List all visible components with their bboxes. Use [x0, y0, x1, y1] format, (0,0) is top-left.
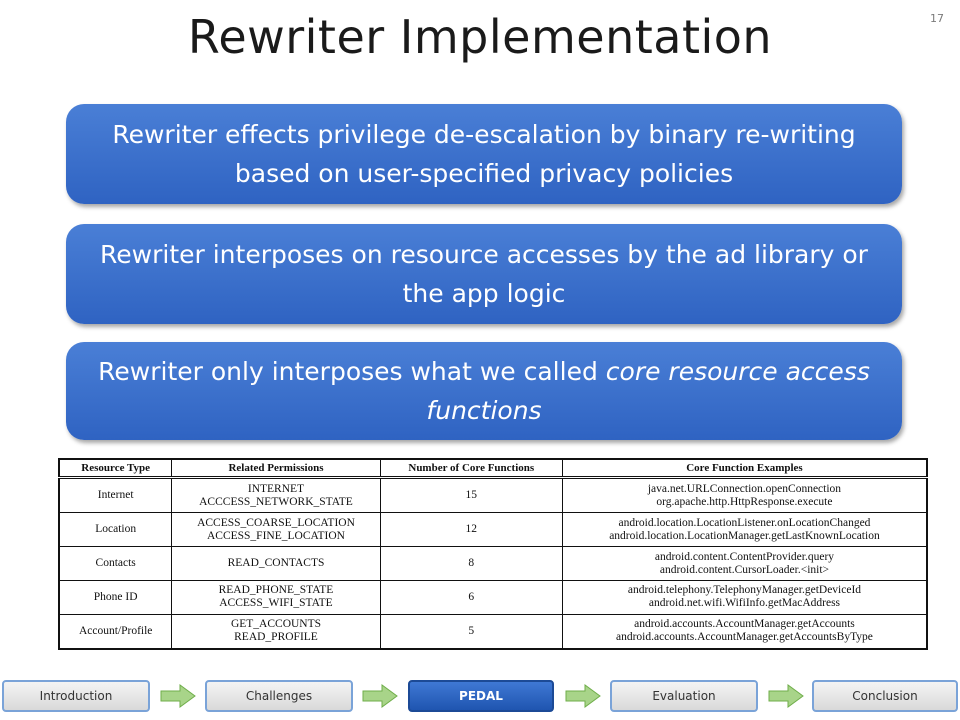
header-related-permissions: Related Permissions	[172, 459, 380, 478]
section-navigation	[0, 680, 960, 714]
tab-evaluation[interactable]: Evaluation	[610, 680, 758, 712]
header-number-core-functions: Number of Core Functions	[380, 459, 562, 478]
cell-examples	[562, 478, 927, 513]
example: android.accounts.AccountManager.getAccountsByType	[615, 631, 873, 644]
example: android.net.wifi.WifiInfo.getMacAddress	[648, 597, 841, 610]
cell-count: 12	[380, 513, 562, 547]
cell-resource-type: Location	[59, 513, 172, 547]
permission: READ_PROFILE	[234, 631, 318, 644]
cell-permissions	[172, 547, 380, 581]
table-row	[59, 478, 927, 513]
cell-permissions	[172, 580, 380, 614]
example: java.net.URLConnection.openConnection	[647, 482, 842, 495]
example: android.content.ContentProvider.query	[654, 550, 835, 563]
cell-count: 15	[380, 478, 562, 513]
permission: INTERNET	[247, 482, 305, 495]
example: android.accounts.AccountManager.getAccounts	[634, 618, 855, 631]
callout-interposes	[66, 224, 902, 324]
callout-binary-rewriting	[66, 104, 902, 204]
callout-text-plain: Rewriter only interposes what we called	[98, 357, 606, 386]
callout-text-italic: core resource access functions	[426, 357, 870, 425]
tab-pedal[interactable]: PEDAL	[408, 680, 554, 712]
table-header-row	[59, 459, 927, 478]
cell-count: 5	[380, 614, 562, 649]
example: android.telephony.TelephonyManager.getDeviceId	[627, 584, 862, 597]
header-resource-type: Resource Type	[59, 459, 172, 478]
cell-permissions	[172, 478, 380, 513]
callout-text	[84, 352, 884, 430]
cell-examples	[562, 614, 927, 649]
arrow-right-icon	[362, 684, 398, 708]
cell-permissions	[172, 513, 380, 547]
permission: READ_PHONE_STATE	[218, 584, 334, 597]
table-row	[59, 513, 927, 547]
cell-count: 8	[380, 547, 562, 581]
permission: ACCCESS_NETWORK_STATE	[199, 495, 353, 508]
slide-title: Rewriter Implementation	[187, 10, 773, 64]
example: android.location.LocationListener.onLocationChanged	[618, 516, 871, 529]
table-row	[59, 614, 927, 649]
example: org.apache.http.HttpResponse.execute	[656, 495, 833, 508]
tab-introduction[interactable]: Introduction	[2, 680, 150, 712]
table-row	[59, 580, 927, 614]
callout-text: Rewriter effects privilege de-escalation by binary re-writing based on user-specified privacy policies	[112, 120, 856, 188]
permission: ACCESS_WIFI_STATE	[219, 597, 333, 610]
callout-text: Rewriter interposes on resource accesses by the ad library or the app logic	[100, 240, 868, 308]
example: android.location.LocationManager.getLastKnownLocation	[609, 529, 880, 542]
arrow-right-icon	[768, 684, 804, 708]
slide-number: 17	[930, 12, 944, 25]
cell-resource-type: Contacts	[59, 547, 172, 581]
tab-challenges[interactable]: Challenges	[205, 680, 353, 712]
permission: READ_CONTACTS	[227, 557, 325, 570]
tab-conclusion[interactable]: Conclusion	[812, 680, 958, 712]
cell-resource-type: Phone ID	[59, 580, 172, 614]
callout-core-functions	[66, 342, 902, 440]
cell-resource-type: Account/Profile	[59, 614, 172, 649]
table-row	[59, 547, 927, 581]
cell-examples	[562, 580, 927, 614]
permission: ACCESS_COARSE_LOCATION	[197, 516, 355, 529]
cell-count: 6	[380, 580, 562, 614]
cell-resource-type: Internet	[59, 478, 172, 513]
header-core-function-examples: Core Function Examples	[562, 459, 927, 478]
permission: ACCESS_FINE_LOCATION	[206, 529, 345, 542]
arrow-right-icon	[160, 684, 196, 708]
arrow-right-icon	[565, 684, 601, 708]
cell-examples	[562, 547, 927, 581]
permission: GET_ACCOUNTS	[230, 618, 322, 631]
cell-examples	[562, 513, 927, 547]
cell-permissions	[172, 614, 380, 649]
example: android.content.CursorLoader.<init>	[659, 563, 830, 576]
core-functions-table	[58, 458, 928, 650]
